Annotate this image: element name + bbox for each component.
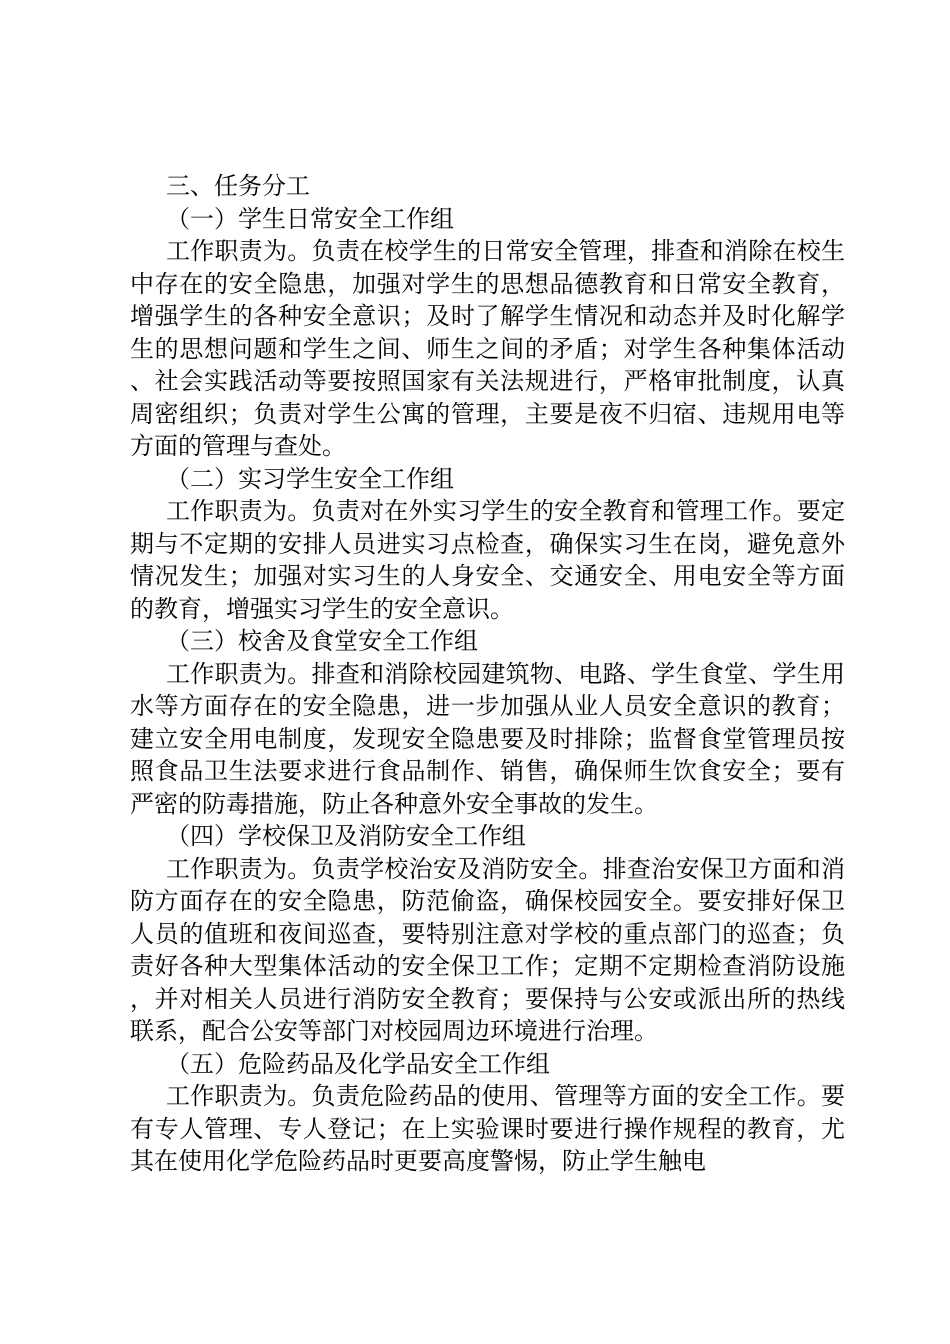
group-heading-2: （二）实习学生安全工作组	[166, 464, 454, 493]
group-body-2: 工作职责为。负责对在外实习学生的安全教育和管理工作。要定期与不定期的安排人员进实习点检查，确保实习生在岗，避免意外情况发生；加强对实习生的人身安全、交通安全、用电安全等方面的教育，增强实习学生的安全意识。	[130, 497, 845, 623]
group-body-1: 工作职责为。负责在校学生的日常安全管理，排查和消除在校生中存在的安全隐患，加强对学生的思想品德教育和日常安全教育，增强学生的各种安全意识；及时了解学生情况和动态并及时化解学生的思想问题和学生之间、师生之间的矛盾；对学生各种集体活动、社会实践活动等要按照国家有关法规进行，严格审批制度，认真周密组织；负责对学生公寓的管理，主要是夜不归宿、违规用电等方面的管理与查处。	[130, 237, 845, 460]
group-heading-1: （一）学生日常安全工作组	[166, 204, 454, 233]
group-heading-4: （四）学校保卫及消防安全工作组	[166, 822, 526, 850]
section-title: 三、任务分工	[166, 172, 310, 200]
group-body-4: 工作职责为。负责学校治安及消防安全。排查治安保卫方面和消防方面存在的安全隐患，防范偷盗，确保校园安全。要安排好保卫人员的值班和夜间巡查，要特别注意对学校的重点部门的巡查；负责好各种大型集体活动的安全保卫工作；定期不定期检查消防设施，并对相关人员进行消防安全教育；要保持与公安或派出所的热线联系，配合公安等部门对校园周边环境进行治理。	[130, 854, 845, 1045]
document-body	[130, 170, 845, 1178]
group-heading-5: （五）危险药品及化学品安全工作组	[166, 1049, 550, 1078]
group-body-5: 工作职责为。负责危险药品的使用、管理等方面的安全工作。要有专人管理、专人登记；在上实验课时要进行操作规程的教育，尤其在使用化学危险药品时更要高度警惕，防止学生触电	[130, 1082, 845, 1175]
group-heading-3: （三）校舍及食堂安全工作组	[166, 627, 478, 655]
group-body-3: 工作职责为。排查和消除校园建筑物、电路、学生食堂、学生用水等方面存在的安全隐患，进一步加强从业人员安全意识的教育；建立安全用电制度，发现安全隐患要及时排除；监督食堂管理员按照食品卫生法要求进行食品制作、销售，确保师生饮食安全；要有严密的防毒措施，防止各种意外安全事故的发生。	[130, 659, 845, 818]
